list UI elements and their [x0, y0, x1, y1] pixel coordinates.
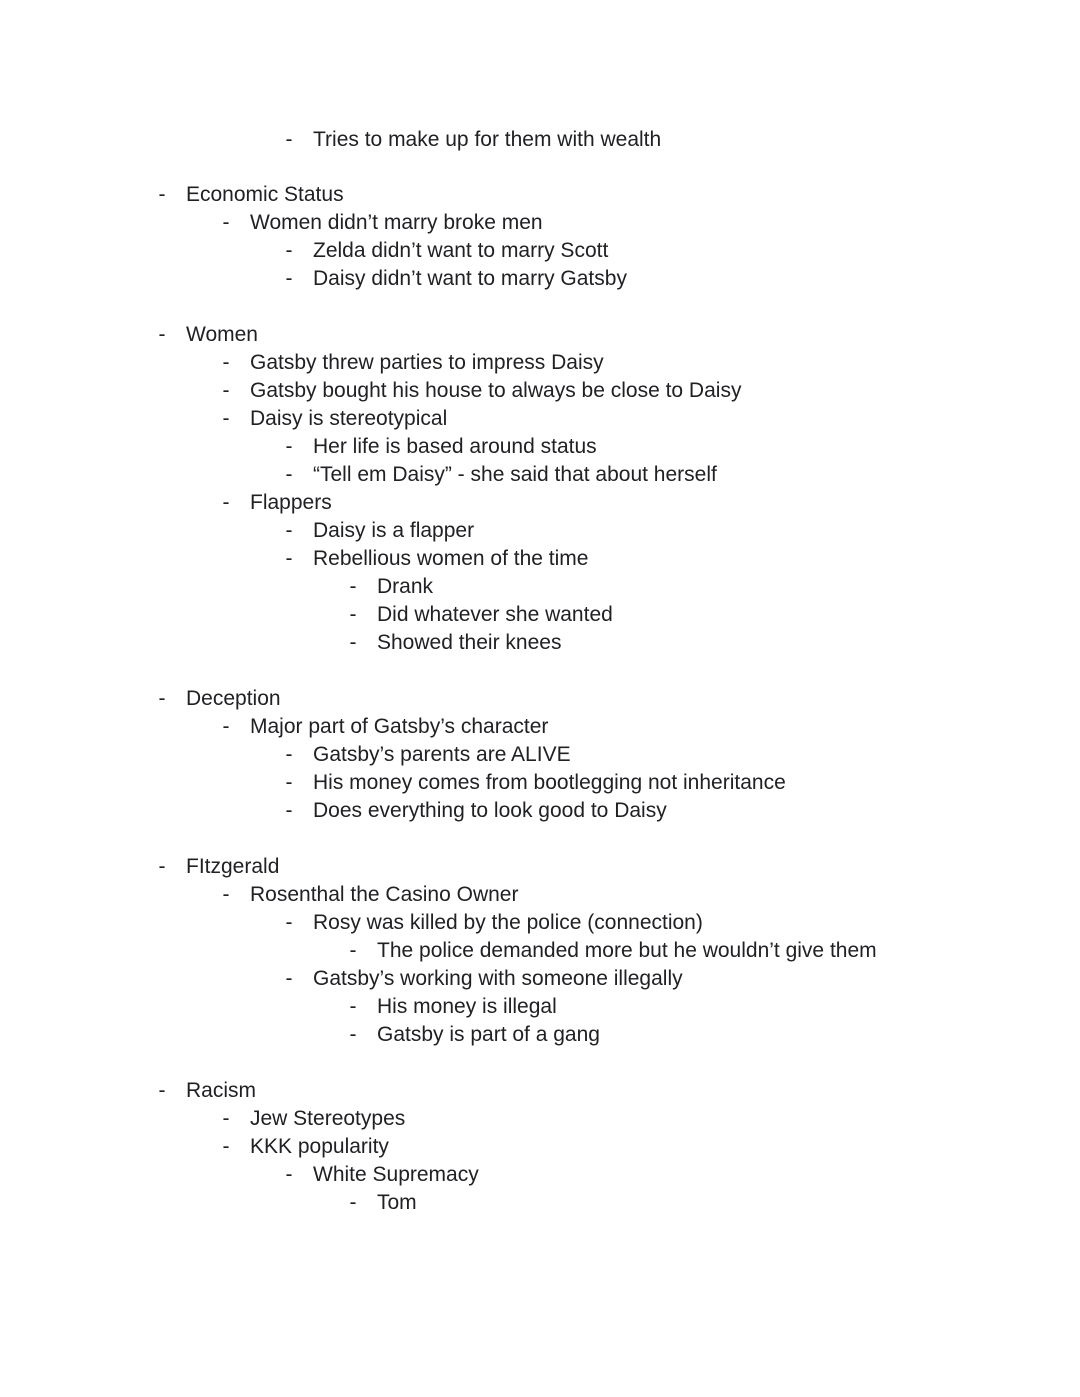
- note-text: Deception: [186, 687, 281, 710]
- bullet-dash: -: [285, 239, 293, 262]
- bullet-dash: -: [285, 128, 293, 151]
- note-text: Does everything to look good to Daisy: [313, 799, 667, 822]
- note-text: Racism: [186, 1079, 257, 1102]
- note-text: Daisy is a flapper: [313, 519, 475, 542]
- bullet-dash: -: [349, 995, 357, 1018]
- bullet-dash: -: [222, 491, 230, 514]
- bullet-dash: -: [222, 407, 230, 430]
- note-text: Her life is based around status: [313, 435, 597, 458]
- bullet-dash: -: [285, 1163, 293, 1186]
- note-text: His money is illegal: [377, 995, 557, 1018]
- bullet-dash: -: [285, 435, 293, 458]
- bullet-dash: -: [285, 743, 293, 766]
- note-text: Gatsby’s parents are ALIVE: [313, 743, 571, 766]
- bullet-dash: -: [222, 211, 230, 234]
- bullet-dash: -: [222, 1107, 230, 1130]
- bullet-dash: -: [158, 323, 166, 346]
- note-text: Economic Status: [186, 183, 344, 206]
- note-text: Rosy was killed by the police (connection): [313, 911, 703, 934]
- bullet-dash: -: [349, 631, 357, 654]
- bullet-dash: -: [285, 799, 293, 822]
- bullet-dash: -: [285, 771, 293, 794]
- note-text: The police demanded more but he wouldn’t give them: [377, 939, 877, 962]
- bullet-dash: -: [158, 687, 166, 710]
- note-text: KKK popularity: [250, 1135, 389, 1158]
- bullet-dash: -: [222, 379, 230, 402]
- bullet-dash: -: [349, 575, 357, 598]
- note-text: Zelda didn’t want to marry Scott: [313, 239, 609, 262]
- bullet-dash: -: [158, 183, 166, 206]
- note-text: Tries to make up for them with wealth: [313, 128, 662, 151]
- note-text: Gatsby bought his house to always be close to Daisy: [250, 379, 742, 402]
- note-text: Rebellious women of the time: [313, 547, 589, 570]
- bullet-dash: -: [349, 1191, 357, 1214]
- note-text: “Tell em Daisy” - she said that about herself: [313, 463, 717, 486]
- note-text: Jew Stereotypes: [250, 1107, 406, 1130]
- note-text: Women didn’t marry broke men: [250, 211, 543, 234]
- note-text: Showed their knees: [377, 631, 562, 654]
- note-text: Tom: [377, 1191, 417, 1214]
- note-text: FItzgerald: [186, 855, 280, 878]
- bullet-dash: -: [158, 855, 166, 878]
- note-text: Women: [186, 323, 258, 346]
- bullet-dash: -: [222, 715, 230, 738]
- bullet-dash: -: [285, 267, 293, 290]
- bullet-dash: -: [285, 911, 293, 934]
- note-text: Daisy is stereotypical: [250, 407, 448, 430]
- note-text: Gatsby is part of a gang: [377, 1023, 600, 1046]
- note-text: His money comes from bootlegging not inheritance: [313, 771, 786, 794]
- bullet-dash: -: [222, 1135, 230, 1158]
- note-text: Daisy didn’t want to marry Gatsby: [313, 267, 627, 290]
- note-text: Gatsby threw parties to impress Daisy: [250, 351, 604, 374]
- note-text: Flappers: [250, 491, 332, 514]
- bullet-dash: -: [285, 519, 293, 542]
- bullet-dash: -: [222, 351, 230, 374]
- bullet-dash: -: [158, 1079, 166, 1102]
- bullet-dash: -: [285, 463, 293, 486]
- bullet-dash: -: [349, 1023, 357, 1046]
- note-text: Gatsby’s working with someone illegally: [313, 967, 683, 990]
- note-text: White Supremacy: [313, 1163, 479, 1186]
- bullet-dash: -: [349, 603, 357, 626]
- note-text: Major part of Gatsby’s character: [250, 715, 549, 738]
- bullet-dash: -: [285, 967, 293, 990]
- bullet-dash: -: [349, 939, 357, 962]
- note-text: Rosenthal the Casino Owner: [250, 883, 519, 906]
- note-text: Drank: [377, 575, 434, 598]
- bullet-dash: -: [222, 883, 230, 906]
- note-text: Did whatever she wanted: [377, 603, 613, 626]
- bullet-dash: -: [285, 547, 293, 570]
